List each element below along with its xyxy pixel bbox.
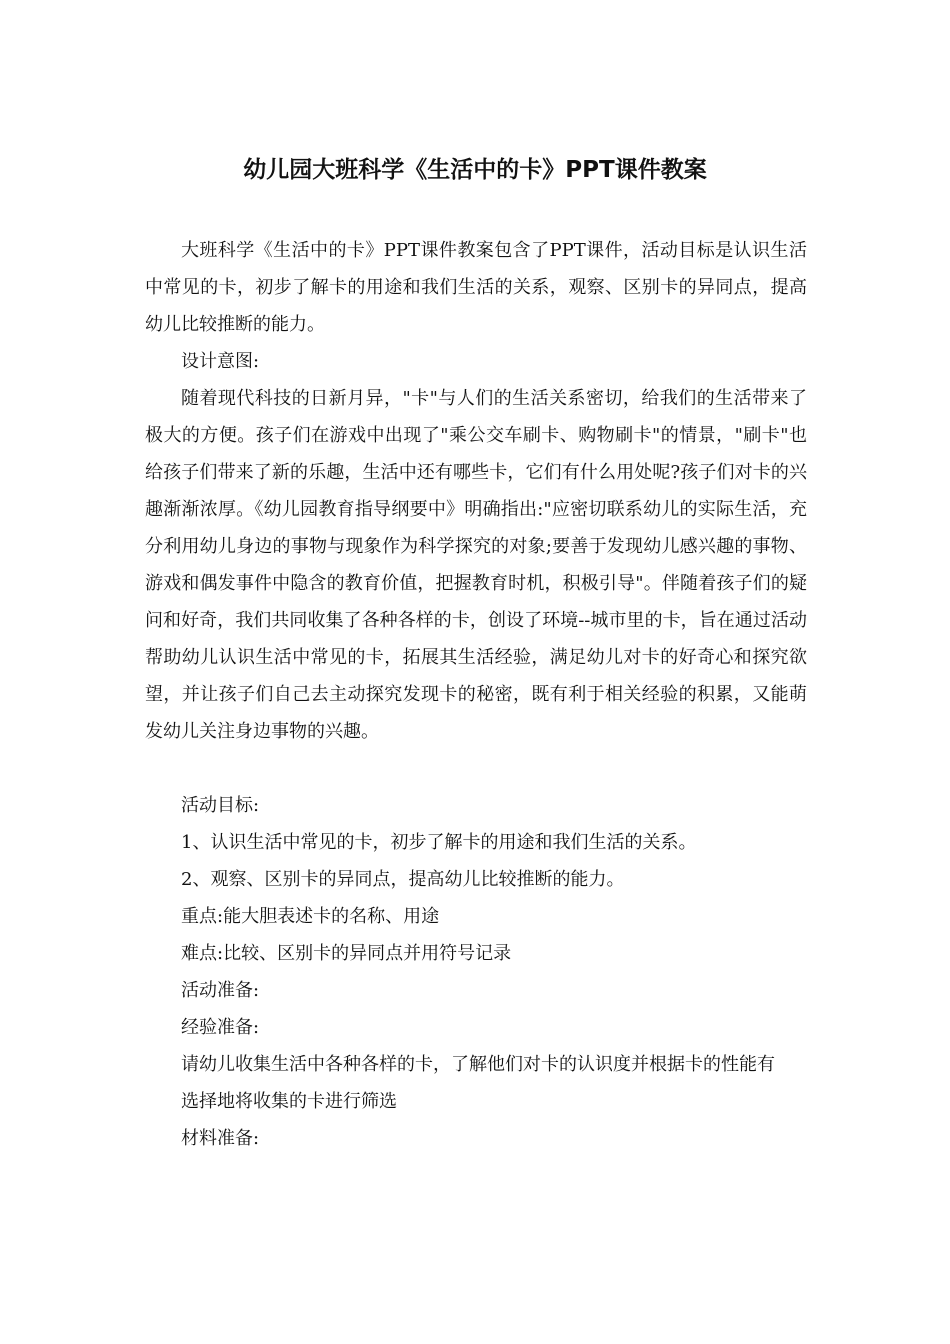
activity-goals-heading: 活动目标:	[181, 795, 260, 816]
document-title: 幼儿园大班科学《生活中的卡》PPT课件教案	[243, 157, 707, 183]
experience-preparation-continued: 选择地将收集的卡进行筛选	[181, 1091, 397, 1112]
paragraph-spacer	[145, 750, 807, 787]
activity-preparation-heading: 活动准备:	[181, 980, 260, 1001]
design-intent-heading: 设计意图:	[181, 351, 260, 372]
goal-item-2: 2、观察、区别卡的异同点，提高幼儿比较推断的能力。	[181, 869, 625, 890]
materials-preparation-heading: 材料准备:	[181, 1128, 260, 1149]
difficult-point: 难点:比较、区别卡的异同点并用符号记录	[181, 943, 512, 964]
goal-item-1: 1、认识生活中常见的卡，初步了解卡的用途和我们生活的关系。	[181, 832, 697, 853]
key-point: 重点:能大胆表述卡的名称、用途	[181, 906, 440, 927]
intro-paragraph: 大班科学《生活中的卡》PPT课件教案包含了PPT课件，活动目标是认识生活中常见的卡，初步了解卡的用途和我们生活的关系，观察、区别卡的异同点，提高幼儿比较推断的能力。	[145, 240, 807, 335]
experience-preparation-heading: 经验准备:	[181, 1017, 260, 1038]
design-intent-paragraph: 随着现代科技的日新月异，"卡"与人们的生活关系密切，给我们的生活带来了极大的方便。孩子们在游戏中出现了"乘公交车刷卡、购物刷卡"的情景，"刷卡"也给孩子们带来了新的乐趣，生活中还有哪些卡，它们有什么用处呢?孩子们对卡的兴趣渐渐浓厚。《幼儿园教育指导纲要中》明确指出:"应密切联系幼儿的实际生活，充分利用幼儿身边的事物与现象作为科学探究的对象;要善于发现幼儿感兴趣的事物、游戏和偶发事件中隐含的教育价值，把握教育时机，积极引导"。伴随着孩子们的疑问和好奇，我们共同收集了各种各样的卡，创设了环境--城市里的卡，旨在通过活动帮助幼儿认识生活中常见的卡，拓展其生活经验，满足幼儿对卡的好奇心和探究欲望，并让孩子们自己去主动探究发现卡的秘密，既有利于相关经验的积累，又能萌发幼儿关注身边事物的兴趣。	[145, 388, 807, 742]
experience-preparation-text: 请幼儿收集生活中各种各样的卡，了解他们对卡的认识度并根据卡的性能有	[181, 1054, 775, 1075]
document-body	[145, 232, 807, 1157]
